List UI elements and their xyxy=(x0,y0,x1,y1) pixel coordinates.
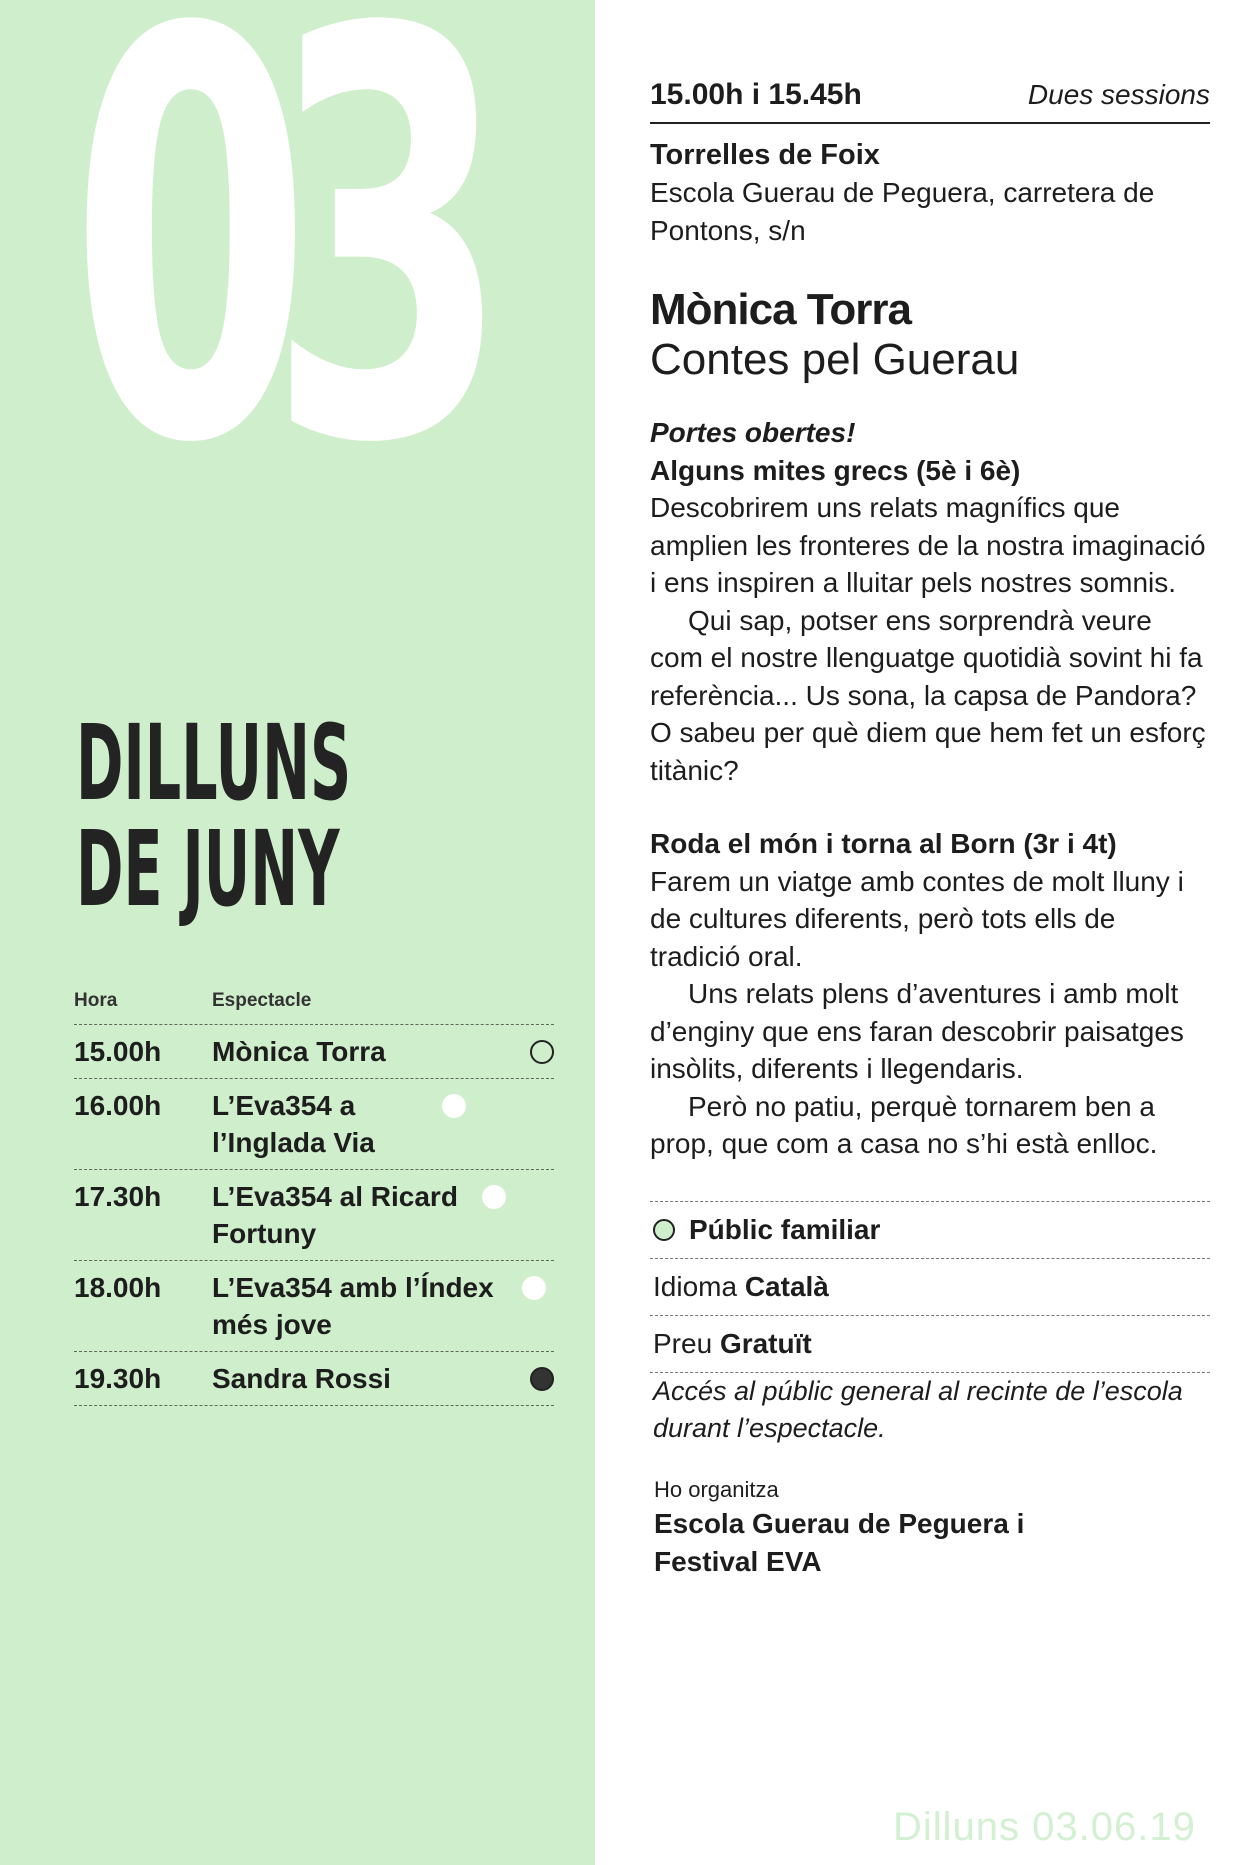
page-footer: Dilluns 03.06.19 xyxy=(893,1805,1196,1849)
show-title: Contes pel Guerau xyxy=(650,335,1020,384)
day-name-line2: DE JUNY xyxy=(76,808,340,930)
white-circle-icon xyxy=(442,1094,466,1118)
open-doors-label: Portes obertes! xyxy=(650,417,856,448)
session2-paragraph: Uns relats plens d’aventures i amb molt d’enginy que ens faran descobrir paisatges insòlits, diferents i llegendaris. xyxy=(650,978,1184,1084)
row-show: L’Eva354 a l’Inglada Via xyxy=(212,1090,375,1158)
white-circle-icon xyxy=(522,1276,546,1300)
day-number: 03 xyxy=(70,0,467,566)
event-town: Torrelles de Foix xyxy=(650,139,880,171)
row-time: 15.00h xyxy=(74,1036,162,1067)
audience-value: Públic familiar xyxy=(689,1213,881,1245)
schedule-header xyxy=(74,990,554,1025)
white-circle-icon xyxy=(482,1185,506,1209)
header-time: Hora xyxy=(74,990,118,1011)
session2-paragraph: Però no patiu, perquè tornarem ben a prop, que com a casa no s’hi està enlloc. xyxy=(650,1090,1158,1159)
row-show: Sandra Rossi xyxy=(212,1363,391,1394)
row-time: 19.30h xyxy=(74,1363,162,1394)
audience-circle-icon xyxy=(653,1219,675,1241)
row-time: 17.30h xyxy=(74,1181,162,1212)
outline-circle-icon xyxy=(530,1040,554,1064)
language-value: Català xyxy=(744,1270,829,1302)
audience-row xyxy=(650,1201,1210,1258)
event-time: 15.00h i 15.45h xyxy=(650,78,862,111)
price-value: Gratuït xyxy=(719,1327,812,1359)
session2-paragraph: Farem un viatge amb contes de molt lluny i de cultures diferents, però tots ells de tradició oral. xyxy=(650,865,1184,972)
session2-title: Roda el món i torna al Born (3r i 4t) xyxy=(650,828,1117,859)
day-name-line1: DILLUNS xyxy=(76,702,352,824)
event-details xyxy=(650,78,1210,1581)
access-note: Accés al públic general al recinte de l’escola durant l’espectacle. xyxy=(653,1375,1183,1443)
session1-title: Alguns mites grecs (5è i 6è) xyxy=(650,454,1021,486)
session1-paragraph: Descobrirem uns relats magnífics que amplien les fronteres de la nostra imaginació i ens inspiren a lluitar pels nostres somnis. xyxy=(650,492,1206,598)
row-show: L’Eva354 al Ricard Fortuny xyxy=(212,1181,458,1249)
header-show: Espectacle xyxy=(212,990,312,1011)
schedule-row xyxy=(74,1170,554,1261)
language-row xyxy=(650,1258,1210,1315)
schedule-row xyxy=(74,1352,554,1406)
price-row xyxy=(650,1315,1210,1372)
schedule-row xyxy=(74,1025,554,1079)
event-time-bar xyxy=(650,78,1210,124)
row-show: Mònica Torra xyxy=(212,1036,386,1067)
schedule-row xyxy=(74,1079,554,1170)
language-label: Idioma xyxy=(653,1270,738,1302)
price-label: Preu xyxy=(653,1327,713,1359)
day-panel xyxy=(0,0,595,1865)
event-info xyxy=(650,1201,1210,1447)
session1-paragraph: Qui sap, potser ens sorprendrà veure com el nostre llenguatge quotidià sovint hi fa referència... Us sona, la capsa de Pandora? O sabeu per què diem que hem fet un esforç titànic? xyxy=(650,604,1206,786)
row-time: 18.00h xyxy=(74,1272,162,1303)
schedule-table xyxy=(74,990,554,1406)
performer-name: Mònica Torra xyxy=(650,285,912,334)
organizer-name: Escola Guerau de Peguera i Festival EVA xyxy=(654,1507,1025,1577)
schedule-row xyxy=(74,1261,554,1352)
day-name xyxy=(76,702,352,930)
event-sessions: Dues sessions xyxy=(1027,79,1210,110)
filled-circle-icon xyxy=(530,1367,554,1391)
organizer-label: Ho organitza xyxy=(654,1476,779,1502)
row-show: L’Eva354 amb l’Índex més jove xyxy=(212,1272,494,1340)
event-address: Escola Guerau de Peguera, carretera de Pontons, s/n xyxy=(650,177,1155,246)
row-time: 16.00h xyxy=(74,1090,162,1121)
